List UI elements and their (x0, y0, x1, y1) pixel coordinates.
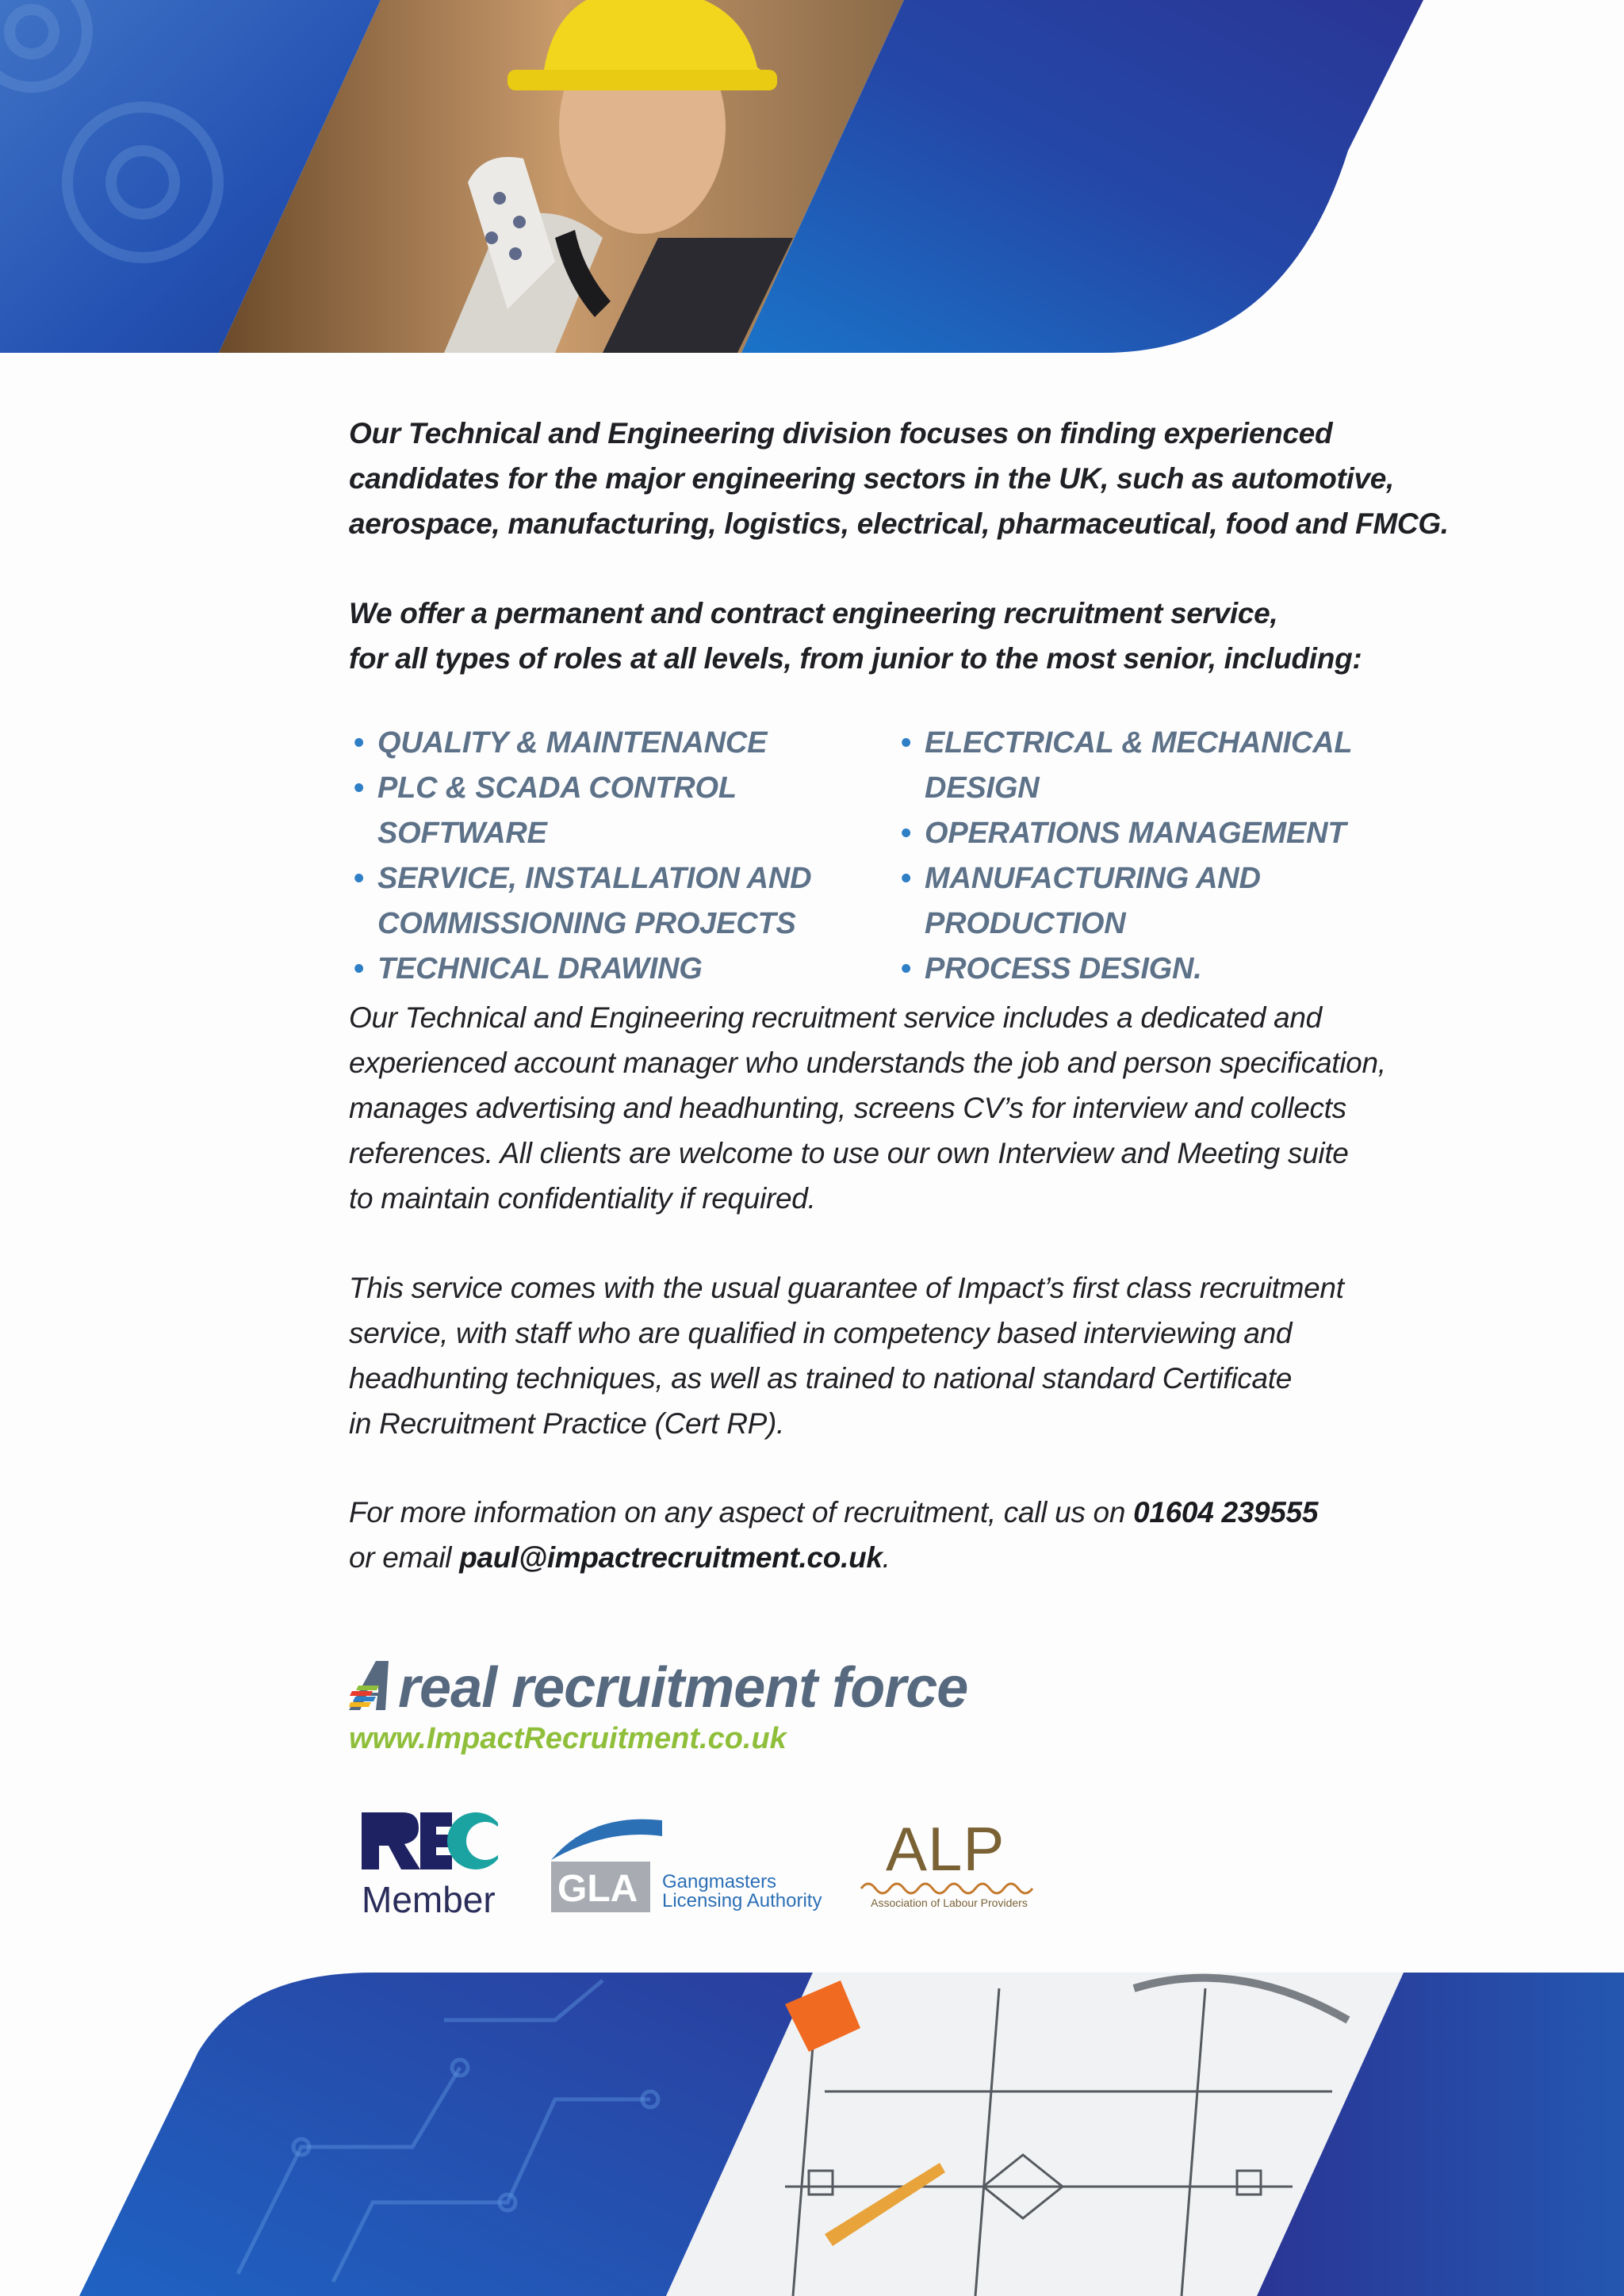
gla-label: Gangmasters Licensing Authority (662, 1871, 822, 1911)
email-link[interactable]: paul@impactrecruitment.co.uk (459, 1541, 883, 1574)
alp-wave-icon (858, 1881, 1040, 1896)
contact-prefix: For more information on any aspect of recruitment, call us on (349, 1496, 1134, 1529)
roles-list-left (349, 721, 888, 992)
guarantee-paragraph: This service comes with the usual guarantee of Impact’s first class recruitment service, with staff who are qualified in competency based interviewing and headhunting techniques, as well as trained to national standard Certificate in Recruitment Practice (Cert RP). (349, 1272, 1344, 1440)
tagline (349, 1653, 967, 1723)
rec-member-label: Member (362, 1879, 496, 1920)
phone-number[interactable]: 01604 239555 (1133, 1496, 1319, 1529)
list-item: • QUALITY & MAINTENANCE (354, 726, 768, 760)
list-item: • PROCESS DESIGN. (901, 952, 1202, 985)
alp-logo: ALP (886, 1814, 1005, 1884)
alp-subtitle: Association of Labour Providers (871, 1896, 1028, 1909)
list-item: • TECHNICAL DRAWING (354, 952, 703, 985)
gla-logo (551, 1812, 666, 1914)
intro-paragraph: Our Technical and Engineering division focuses on finding experienced candidates for the major engineering sectors in the UK, such as automotive, aerospace, manufacturing, logistics, electrical, pharmaceutical, food and FMCG. (349, 417, 1449, 540)
offer-paragraph: We offer a permanent and contract engineering recruitment service, for all types of roles at all levels, from junior to the most senior, including: (349, 597, 1362, 675)
list-item: • ELECTRICAL & MECHANICAL DESIGN (901, 726, 1352, 805)
list-item: • MANUFACTURING AND PRODUCTION (901, 862, 1261, 940)
tagline-text: real recruitment force (398, 1656, 968, 1720)
header-artwork (0, 0, 1624, 353)
roles-list-right (896, 721, 1467, 992)
svg-text:GLA: GLA (557, 1868, 638, 1910)
email-suffix: . (882, 1541, 891, 1574)
service-paragraph: Our Technical and Engineering recruitment service includes a dedicated and experienced account manager who understands the job and person specification, manages advertising and headhunting, screens CV’s for interview and collects references. All clients are welcome to use our own Interview and Meeting suite to maintain confidentiality if required. (349, 1001, 1386, 1215)
email-prefix: or email (349, 1541, 460, 1574)
list-item: • OPERATIONS MANAGEMENT (901, 817, 1346, 850)
footer-artwork (0, 1973, 1624, 2296)
list-item: • SERVICE, INSTALLATION AND COMMISSIONING PROJECTS (354, 862, 812, 940)
website-link[interactable]: www.ImpactRecruitment.co.uk (349, 1722, 787, 1755)
list-item: • PLC & SCADA CONTROL SOFTWARE (354, 771, 737, 850)
contact-paragraph (349, 1490, 1318, 1580)
impact-a-logo-icon (349, 1659, 396, 1712)
